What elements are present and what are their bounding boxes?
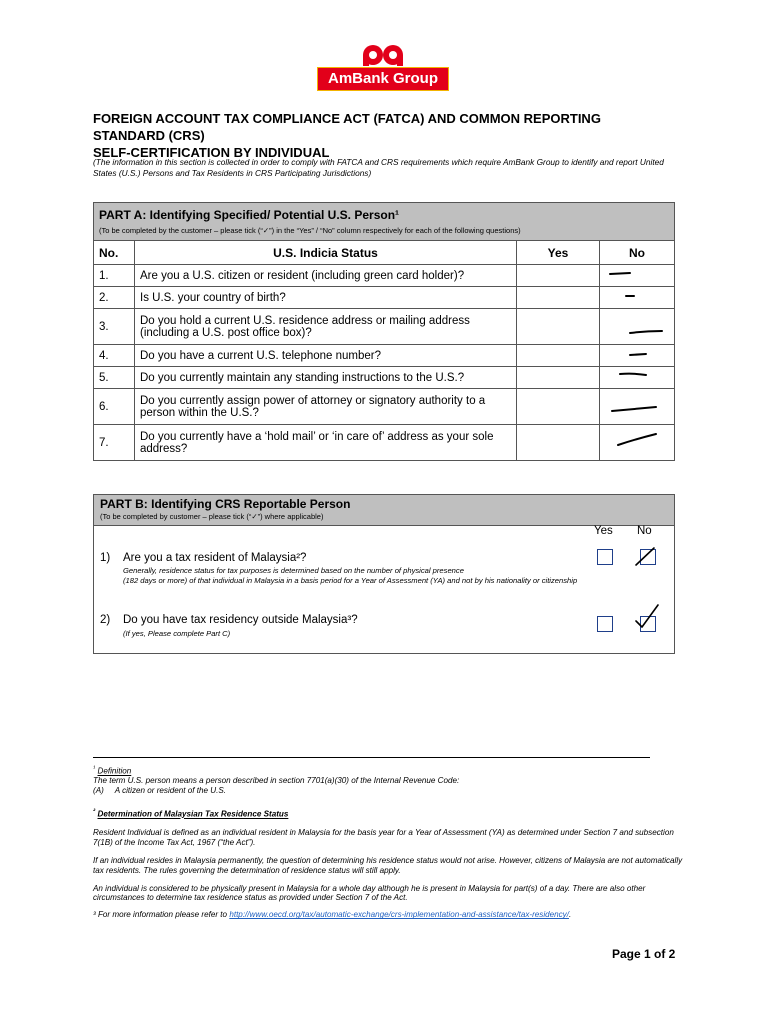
no-cell[interactable] [600, 389, 675, 425]
fn1-title: Definition [97, 766, 132, 776]
yes-cell[interactable] [517, 425, 600, 461]
col-no-answer: No [600, 241, 675, 265]
fn1-item: (A) A citizen or resident of the U.S. [93, 786, 226, 796]
table-row [94, 265, 675, 287]
no-cell[interactable] [600, 287, 675, 309]
no-cell[interactable] [600, 309, 675, 345]
part-b-title: PART B: Identifying CRS Reportable Person [100, 497, 351, 511]
table-row [94, 287, 675, 309]
q1-text: Are you a tax resident of Malaysia²? [123, 552, 307, 564]
q1-subtext-1: Generally, residence status for tax purposes is determined based on the number of physical presence [123, 566, 464, 575]
row-number: 1. [94, 265, 135, 287]
footnote-divider [93, 757, 650, 758]
yes-cell[interactable] [517, 309, 600, 345]
table-row [94, 425, 675, 461]
q1-yes-checkbox[interactable] [597, 549, 613, 565]
yes-cell[interactable] [517, 265, 600, 287]
handwritten-mark-icon [600, 389, 664, 425]
part-b-header [94, 495, 674, 526]
row-number: 4. [94, 345, 135, 367]
handwritten-mark-icon [600, 425, 664, 461]
title-line-2: STANDARD (CRS) [93, 128, 205, 143]
q2-number: 2) [100, 614, 111, 626]
handwritten-mark-icon [600, 287, 664, 309]
intro-text: (The information in this section is collected in order to comply with FATCA and CRS requirements which require AmBank Group to identify and report United States (U.S.) Persons and Tax Residents in CRS Participating Jurisdictions) [93, 157, 664, 178]
part-a-table [93, 202, 675, 461]
row-status: Are you a U.S. citizen or resident (including green card holder)? [135, 265, 517, 287]
col-no: No. [94, 241, 135, 265]
part-b-section [93, 494, 675, 654]
handwritten-mark-icon [600, 367, 664, 389]
table-row [94, 367, 675, 389]
fn1-mark: ¹ [93, 765, 96, 772]
table-row [94, 345, 675, 367]
handwritten-tick-icon [632, 603, 662, 633]
table-row [94, 389, 675, 425]
fn3-end: . [568, 910, 572, 920]
footnote-1 [93, 764, 683, 796]
part-a-column-headers [94, 241, 675, 265]
q1-number: 1) [100, 552, 111, 564]
fn3-text: ³ For more information please refer to [93, 910, 230, 920]
no-cell[interactable] [600, 345, 675, 367]
handwritten-mark-icon [600, 309, 664, 345]
ambank-emblem-icon [318, 42, 448, 68]
handwritten-tick-icon [634, 545, 660, 569]
row-number: 3. [94, 309, 135, 345]
row-status: Do you have a current U.S. telephone number? [135, 345, 517, 367]
fn1-text: The term U.S. person means a person described in section 7701(a)(30) of the Internal Revenue Code: [93, 776, 460, 786]
no-cell[interactable] [600, 265, 675, 287]
fn2-paragraph-1: Resident Individual is defined as an individual resident in Malaysia for the basis year for a Year of Assessment (YA) as determined under Section 7 and subsection 7(1B) of the Income Tax Act, 1967 (“the Act”). [93, 828, 674, 848]
fn2-title: Determination of Malaysian Tax Residence Status [97, 809, 289, 819]
row-status: Do you currently maintain any standing instructions to the U.S.? [135, 367, 517, 389]
row-status: Is U.S. your country of birth? [135, 287, 517, 309]
handwritten-mark-icon [600, 265, 664, 287]
part-a-header [94, 203, 675, 241]
title-line-1: FOREIGN ACCOUNT TAX COMPLIANCE ACT (FATCA) AND COMMON REPORTING [93, 111, 601, 126]
logo-text: AmBank Group [318, 68, 448, 90]
col-yes: Yes [517, 241, 600, 265]
no-cell[interactable] [600, 367, 675, 389]
no-cell[interactable] [600, 425, 675, 461]
fn2-paragraph-3: An individual is considered to be physically present in Malaysia for a whole day although he is present in Malaysia for part(s) of a day. There are also other circumstances to determine tax residence status as provided under Section 7 of the Act. [93, 883, 646, 903]
ambank-logo [318, 42, 448, 92]
row-number: 5. [94, 367, 135, 389]
part-b-yes-label: Yes [594, 525, 613, 537]
col-status: U.S. Indicia Status [135, 241, 517, 265]
table-row [94, 309, 675, 345]
oecd-link[interactable]: http://www.oecd.org/tax/automatic-exchange/crs-implementation-and-assistance/tax-residency/ [229, 910, 569, 920]
q2-text: Do you have tax residency outside Malaysia³? [123, 614, 358, 626]
row-number: 7. [94, 425, 135, 461]
q2-subtext: (If yes, Please complete Part C) [123, 629, 231, 638]
fn2-mark: ² [93, 808, 96, 815]
q1-subtext-2: (182 days or more) of that individual in Malaysia in a basis period for a Year of Assessment (YA) and not by his nationality or citizenship [123, 576, 578, 585]
yes-cell[interactable] [517, 287, 600, 309]
fn3-line [93, 910, 683, 920]
yes-cell[interactable] [517, 389, 600, 425]
row-status: Do you hold a current U.S. residence address or mailing address (including a U.S. post office box)? [135, 309, 517, 345]
handwritten-mark-icon [600, 345, 664, 367]
title-line-3: SELF-CERTIFICATION BY INDIVIDUAL [93, 145, 330, 160]
q2-yes-checkbox[interactable] [597, 616, 613, 632]
row-number: 2. [94, 287, 135, 309]
row-status: Do you currently assign power of attorney or signatory authority to a person within the U.S.? [135, 389, 517, 425]
fn2-paragraph-2: If an individual resides in Malaysia permanently, the question of determining his residence status would not arise. However, citizens of Malaysia are not automatically tax residents. The rules governing the determination of residence status will still apply. [93, 856, 683, 875]
part-b-no-label: No [637, 525, 652, 537]
part-a-note: (To be completed by the customer – please tick (“✓”) in the “Yes” / “No” column respectively for each of the following questions) [99, 226, 521, 235]
form-title [93, 110, 673, 161]
yes-cell[interactable] [517, 345, 600, 367]
part-b-note: (To be completed by customer – please tick (“✓”) where applicable) [100, 512, 324, 521]
row-status: Do you currently have a ‘hold mail’ or ‘in care of’ address as your sole address? [135, 425, 517, 461]
row-number: 6. [94, 389, 135, 425]
yes-cell[interactable] [517, 367, 600, 389]
part-a-title: PART A: Identifying Specified/ Potential U.S. Person¹ [99, 208, 400, 222]
page-number: Page 1 of 2 [612, 947, 676, 961]
footnote-2 [93, 807, 683, 920]
